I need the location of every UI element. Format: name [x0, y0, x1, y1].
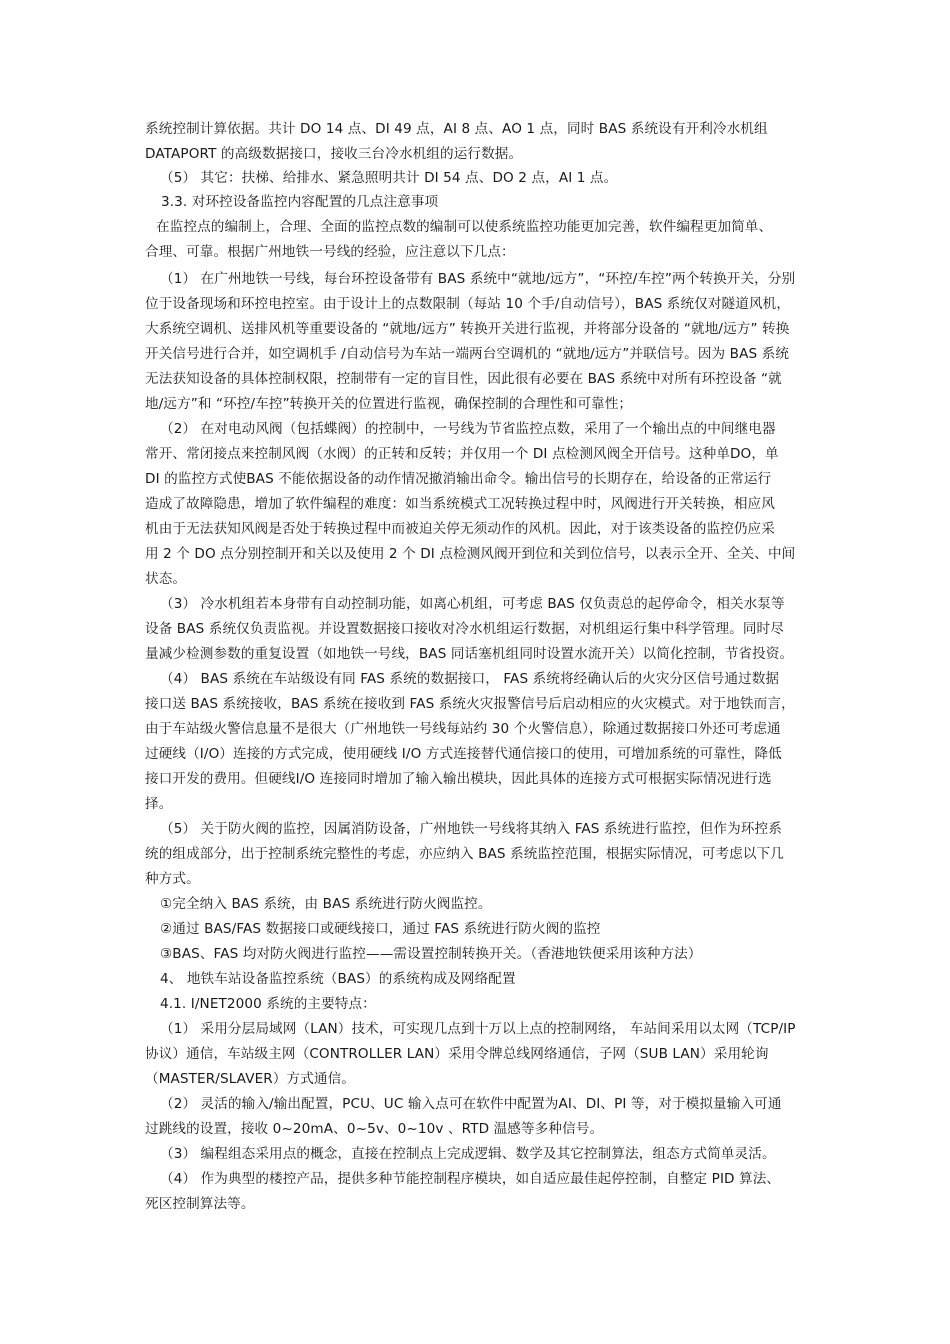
text-line: DI 的监控方式使BAS 不能依据设备的动作情况撤消输出命令。输出信号的长期存在，给设备的正常运行 — [145, 471, 772, 487]
text-line: 大系统空调机、送排风机等重要设备的 “就地/远方” 转换开关进行监视，并将部分设备的 “就地/远方” 转换 — [145, 321, 790, 337]
text-line: 开关信号进行合并，如空调机手 /自动信号为车站一端两台空调机的 “就地/远方”并联信号。因为 BAS 系统 — [145, 346, 790, 362]
text-line: 接口开发的费用。但硬线I/O 连接同时增加了输入输出模块，因此具体的连接方式可根据实际情况进行选 — [145, 771, 772, 787]
text-line: （4） BAS 系统在车站级设有同 FAS 系统的数据接口， FAS 系统将经确认后的火灾分区信号通过数据 — [160, 671, 780, 687]
text-line: （MASTER/SLAVER）方式通信。 — [145, 1071, 356, 1087]
section-heading: 4、 地铁车站设备监控系统（BAS）的系统构成及网络配置 — [160, 971, 516, 987]
text-line: （5） 其它：扶梯、给排水、紧急照明共计 DI 54 点、DO 2 点，AI 1 点。 — [160, 170, 618, 186]
text-line: DATAPORT 的高级数据接口，接收三台冷水机组的运行数据。 — [145, 146, 523, 162]
text-line: 常开、常闭接点来控制风阀（水阀）的正转和反转；并仅用一个 DI 点检测风阀全开信号。这种单DO，单 — [145, 446, 779, 462]
text-line: （2） 在对电动风阀（包括蝶阀）的控制中，一号线为节省监控点数，采用了一个输出点的中间继电器 — [160, 421, 776, 437]
list-item: ①完全纳入 BAS 系统，由 BAS 系统进行防火阀监控。 — [160, 896, 492, 912]
text-line: 机由于无法获知风阀是否处于转换过程中而被迫关停无须动作的风机。因此，对于该类设备的监控仍应采 — [145, 521, 775, 537]
text-line: （5） 关于防火阀的监控，因属消防设备，广州地铁一号线将其纳入 FAS 系统进行监控，但作为环控系 — [160, 821, 782, 837]
text-line: 种方式。 — [145, 871, 200, 887]
text-line: 协议）通信，车站级主网（CONTROLLER LAN）采用令牌总线网络通信，子网（SUB LAN）采用轮询 — [145, 1046, 769, 1062]
text-line: 造成了故障隐患，增加了软件编程的难度：如当系统模式工况转换过程中时，风阀进行开关转换，相应风 — [145, 496, 775, 512]
list-item: ②通过 BAS/FAS 数据接口或硬线接口，通过 FAS 系统进行防火阀的监控 — [160, 921, 601, 937]
text-line: （3） 冷水机组若本身带有自动控制功能，如离心机组，可考虑 BAS 仅负责总的起停命令，相关水泵等 — [160, 596, 785, 612]
section-heading: 3.3. 对环控设备监控内容配置的几点注意事项 — [161, 194, 439, 210]
text-line: 过跳线的设置，接收 0~20mA、0~5v、0~10v 、RTD 温感等多种信号。 — [145, 1121, 604, 1137]
text-line: 合理、可靠。根据广州地铁一号线的经验，应注意以下几点： — [145, 244, 515, 260]
section-heading: 4.1. I/NET2000 系统的主要特点： — [160, 996, 376, 1012]
text-line: 统的组成部分，出于控制系统完整性的考虑，亦应纳入 BAS 系统监控范围，根据实际情况，可考虑以下几 — [145, 846, 784, 862]
text-line: 地/远方”和 “环控/车控”转换开关的位置进行监视，确保控制的合理性和可靠性； — [145, 396, 633, 412]
text-line: 死区控制算法等。 — [145, 1196, 255, 1212]
text-line: （3） 编程组态采用点的概念，直接在控制点上完成逻辑、数学及其它控制算法，组态方式简单灵活。 — [160, 1146, 776, 1162]
text-line: 择。 — [145, 796, 173, 812]
text-line: 由于车站级火警信息量不是很大（广州地铁一号线每站约 30 个火警信息），除通过数据接口外还可考虑通 — [145, 721, 781, 737]
text-line: 状态。 — [145, 571, 187, 587]
text-line: 无法获知设备的具体控制权限，控制带有一定的盲目性，因此很有必要在 BAS 系统中对所有环控设备 “就 — [145, 371, 782, 387]
text-line: 过硬线（I/O）连接的方式完成，使用硬线 I/O 方式连接替代通信接口的使用，可增加系统的可靠性，降低 — [145, 746, 782, 762]
text-line: 设备 BAS 系统仅负责监视。并设置数据接口接收对冷水机组运行数据，对机组运行集中科学管理。同时尽 — [145, 621, 784, 637]
list-item: ③BAS、FAS 均对防火阀进行监控——需设置控制转换开关。（香港地铁便采用该种方法） — [160, 946, 702, 962]
text-line: 在监控点的编制上，合理、全面的监控点数的编制可以使系统监控功能更加完善，软件编程更加简单、 — [156, 219, 773, 235]
text-line: 系统控制计算依据。共计 DO 14 点、DI 49 点，AI 8 点、AO 1 点，同时 BAS 系统设有开利冷水机组 — [145, 121, 768, 137]
text-line: （1） 采用分层局域网（LAN）技术，可实现几点到十万以上点的控制网络， 车站间采用以太网（TCP/IP — [160, 1021, 796, 1037]
text-line: 用 2 个 DO 点分别控制开和关以及使用 2 个 DI 点检测风阀开到位和关到位信号，以表示全开、全关、中间 — [145, 546, 796, 562]
text-line: （2） 灵活的输入/输出配置，PCU、UC 输入点可在软件中配置为AI、DI、PI 等，对于模拟量输入可通 — [160, 1096, 782, 1112]
text-line: 接口送 BAS 系统接收，BAS 系统在接收到 FAS 系统火灾报警信号后启动相应的火灾模式。对于地铁而言， — [145, 696, 795, 712]
text-line: （1） 在广州地铁一号线，每台环控设备带有 BAS 系统中“就地/远方”，“环控/车控”两个转换开关，分别 — [160, 271, 796, 287]
text-line: （4） 作为典型的楼控产品，提供多种节能控制程序模块，如自适应最佳起停控制，自整定 PID 算法、 — [160, 1171, 781, 1187]
text-line: 位于设备现场和环控电控室。由于设计上的点数限制（每站 10 个手/自动信号），BAS 系统仅对隧道风机， — [145, 296, 791, 312]
text-line: 量减少检测参数的重复设置（如地铁一号线，BAS 同话塞机组同时设置水流开关）以简化控制，节省投资。 — [145, 646, 794, 662]
